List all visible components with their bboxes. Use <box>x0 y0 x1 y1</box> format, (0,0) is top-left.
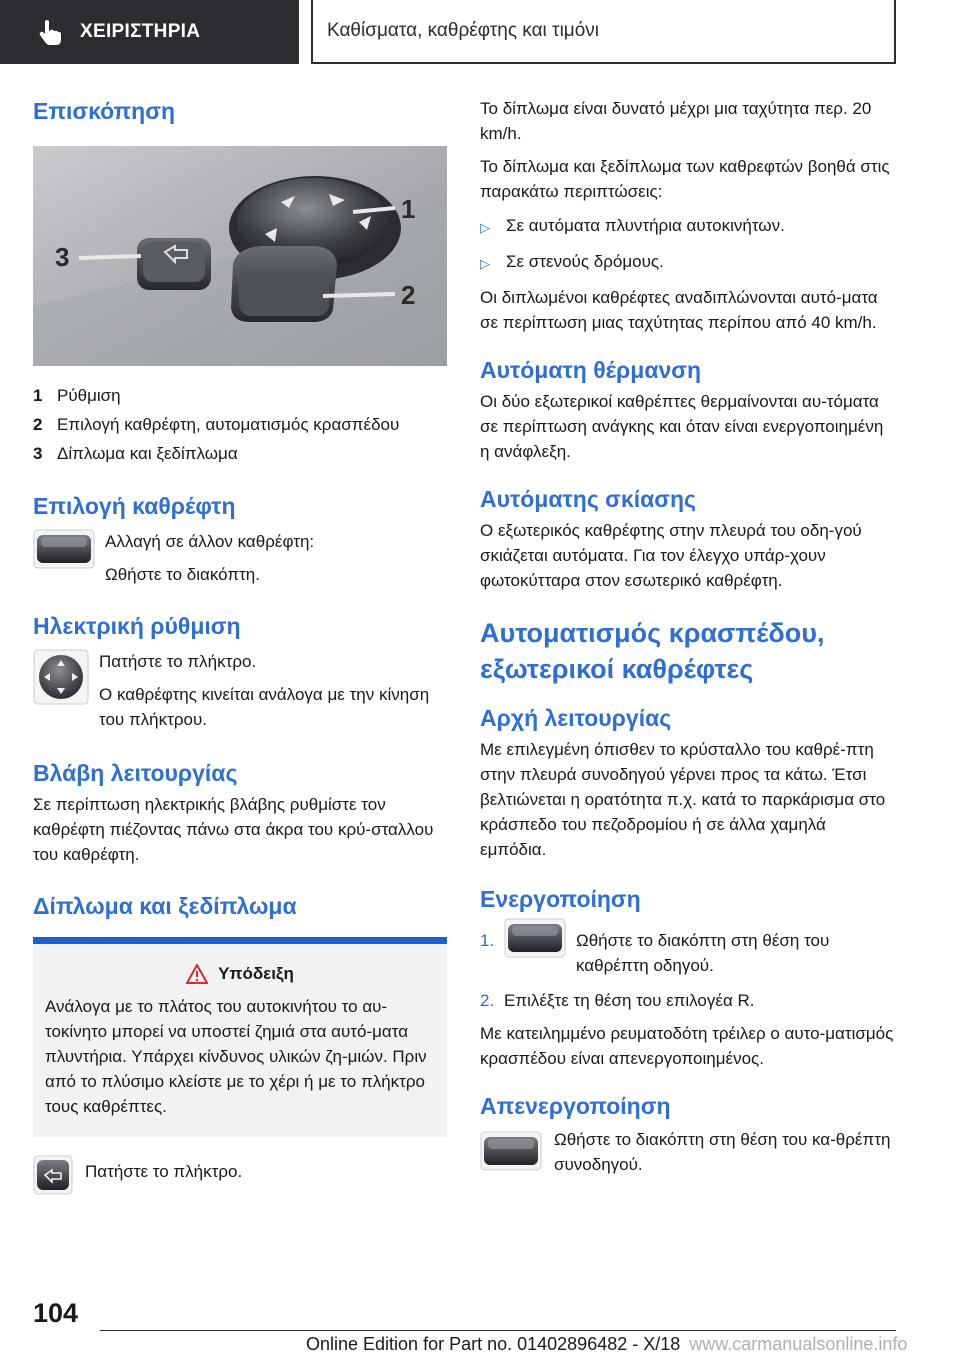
chapter-title: Καθίσματα, καθρέφτης και τιμόνι <box>327 20 600 41</box>
mirror-controls-photo <box>33 146 447 366</box>
deactivation-text: Ωθήστε το διακόπτη στη θέση του κα-θρέπτη συνοδηγού. <box>554 1130 891 1174</box>
list-item: 2. Επιλέξτε τη θέση του επιλογέα R. <box>480 991 755 1010</box>
list-item: 1. Ωθήστε το διακόπτη στη θέση του καθρέπτη οδηγού. <box>480 928 896 978</box>
dimming-text: Ο εξωτερικός καθρέφτης στην πλευρά του οδη-γού σκιάζεται αυτόματα. Για τον έλεγχο υπάρ-χουν φωτοκύτταρα στον εσωτερικό καθρέφτη. <box>480 521 862 590</box>
page-number: 104 <box>33 1298 79 1328</box>
mirror-adjust-pad-icon <box>33 649 89 705</box>
select-mirror-line2: Ωθήστε το διακόπτη. <box>105 565 260 584</box>
right-column <box>480 96 896 1177</box>
electric-adjust-line1: Πατήστε το πλήκτρο. <box>99 652 257 671</box>
curb-heading: Αυτοματισμός κρασπέδου, εξωτερικοί καθρέφτες <box>480 618 825 684</box>
mirror-fold-button-icon <box>33 1155 73 1195</box>
legend-item: 3 Δίπλωμα και ξεδίπλωμα <box>33 444 238 463</box>
malfunction-text: Σε περίπτωση ηλεκτρικής βλάβης ρυθμίστε τον καθρέφτη πιέζοντας πάνω στα άκρα του κρύ-σταλλου του καθρέφτη. <box>33 795 434 864</box>
select-mirror-heading: Επιλογή καθρέφτη <box>33 493 236 519</box>
warning-note-title-row <box>45 964 435 984</box>
electric-adjust-row <box>33 649 447 732</box>
callout-1: 1 <box>401 194 416 224</box>
trailer-text: Με κατειλημμένο ρευματοδότη τρέιλερ ο αυτο-ματισμός κρασπέδου είναι απενεργοποιημένος. <box>480 1024 894 1068</box>
pointing-hand-icon <box>36 17 66 47</box>
mirror-select-switch-icon <box>504 918 566 958</box>
mirror-select-switch-icon <box>480 1131 542 1171</box>
deactivation-row <box>480 1127 896 1177</box>
heating-text: Οι δύο εξωτερικοί καθρέπτες θερμαίνονται αυ-τόματα σε περίπτωση ανάγκης και όταν είναι ενεργοποιημένη η ανάφλεξη. <box>480 392 884 461</box>
dimming-heading: Αυτόματης σκίασης <box>480 486 697 512</box>
overview-heading: Επισκόπηση <box>33 98 175 124</box>
callout-3: 3 <box>55 242 70 272</box>
activation-heading: Ενεργοποίηση <box>480 886 641 912</box>
callout-2: 2 <box>401 280 416 310</box>
malfunction-heading: Βλάβη λειτουργίας <box>33 760 238 786</box>
electric-adjust-heading: Ηλεκτρική ρύθμιση <box>33 613 241 639</box>
fold-press-text: Πατήστε το πλήκτρο. <box>85 1162 243 1181</box>
fold-helps-text: Το δίπλωμα και ξεδίπλωμα των καθρεφτών βοηθά στις παρακάτω περιπτώσεις: <box>480 157 890 201</box>
mirror-select-switch-icon <box>33 529 95 569</box>
select-mirror-row <box>33 529 447 587</box>
footer-edition: Online Edition for Part no. 01402896482 - X/18 www.carmanualsonline.info <box>306 1334 908 1354</box>
warning-note-title: Υπόδειξη <box>218 964 294 983</box>
legend-item: 2 Επιλογή καθρέφτη, αυτοματισμός κρασπέδου <box>33 415 400 434</box>
warning-note <box>33 937 447 1137</box>
select-mirror-line1: Αλλαγή σε άλλον καθρέφτη: <box>105 532 315 551</box>
left-column <box>33 96 447 1195</box>
chapter-header <box>311 0 896 64</box>
legend-item: 1 Ρύθμιση <box>33 386 121 405</box>
electric-adjust-line2: Ο καθρέφτης κινείται ανάλογα με την κίνηση του πλήκτρου. <box>99 685 430 729</box>
heating-heading: Αυτόματη θέρμανση <box>480 357 702 383</box>
list-item: ▷ Σε στενούς δρόμους. <box>480 252 664 271</box>
auto-unfold-text: Οι διπλωμένοι καθρέφτες αναδιπλώνονται αυτό-ματα σε περίπτωση μιας ταχύτητας περίπου από 40 km/h. <box>480 288 878 332</box>
manual-section-tab <box>0 0 299 64</box>
warning-note-text: Ανάλογα με το πλάτος του αυτοκινήτου το αυ-τοκίνητο μπορεί να υποστεί ζημιά στα αυτό-ματα πλυντήρια. Υπάρχει κίνδυνος υλικών ζη-μιών. Πριν από το πλύσιμο κλείστε με το χέρι ή με το πλήκτρο τους καθρέπτες. <box>45 997 427 1116</box>
footer-divider <box>100 1330 896 1331</box>
principle-heading: Αρχή λειτουργίας <box>480 705 672 731</box>
fold-press-row <box>33 1155 447 1195</box>
principle-text: Με επιλεγμένη όπισθεν το κρύσταλλο του καθρέ-πτη στην πλευρά συνοδηγού γέρνει προς τα κάτω. Έτσι βελτιώνεται η ορατότητα π.χ. κατά το παρκάρισμα στο κράσπεδο του πεζοδρομίου ή σε άλλα χαμηλά εμπόδια. <box>480 740 886 859</box>
list-item: ▷ Σε αυτόματα πλυντήρια αυτοκινήτων. <box>480 216 785 235</box>
deactivation-heading: Απενεργοποίηση <box>480 1093 671 1119</box>
fold-speed-text: Το δίπλωμα είναι δυνατό μέχρι μια ταχύτητα περ. 20 km/h. <box>480 99 872 143</box>
manual-label: ΧΕΙΡΙΣΤΗΡΙΑ <box>80 21 201 42</box>
folding-heading: Δίπλωμα και ξεδίπλωμα <box>33 893 297 919</box>
photo-legend <box>33 383 447 467</box>
watermark: www.carmanualsonline.info <box>689 1334 908 1354</box>
warning-triangle-icon <box>186 964 208 984</box>
